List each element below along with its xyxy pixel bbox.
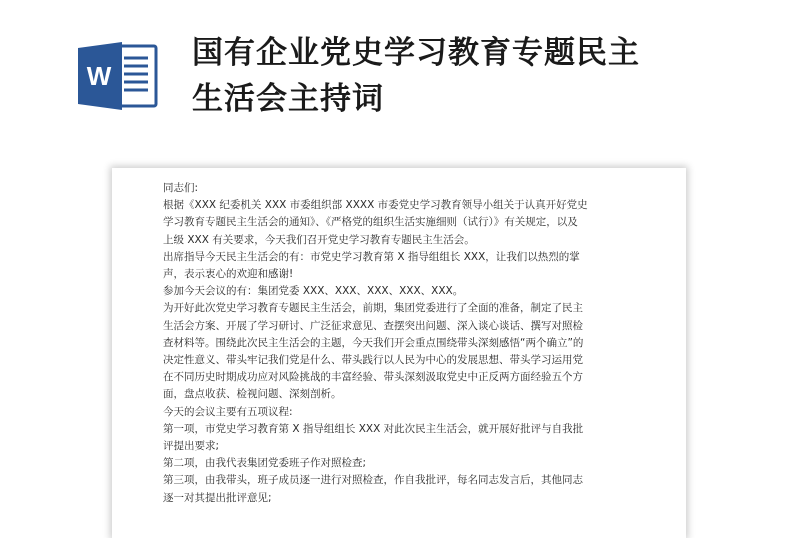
document-line: 根据《XXX 纪委机关 XXX 市委组织部 XXXX 市委党史学习教育领导小组关于认真开好党史 — [163, 199, 588, 212]
document-line: 第三项，由我带头，班子成员逐一进行对照检查，作自我批评，每名同志发言后，其他同志 — [163, 474, 583, 487]
page-title — [192, 30, 752, 122]
document-line: 查材料等。围绕此次民主生活会的主题，今天我们开会重点围绕带头深刻感悟“两个确立”的 — [163, 336, 584, 349]
word-icon-letter: W — [86, 61, 112, 91]
title-line-1: 国有企业党史学习教育专题民主 — [192, 35, 640, 71]
document-line: 评提出要求; — [163, 440, 220, 453]
document-line: 声，表示衷心的欢迎和感谢! — [163, 268, 294, 281]
header — [0, 0, 800, 150]
word-document-icon — [76, 40, 160, 112]
document-line: 第二项，由我代表集团党委班子作对照检查; — [163, 457, 367, 470]
document-line: 出席指导今天民主生活会的有：市党史学习教育第 X 指导组组长 XXX，让我们以热烈的掌 — [163, 250, 580, 263]
document-line: 上级 XXX 有关要求，今天我们召开党史学习教育专题民主生活会。 — [163, 233, 475, 246]
title-line-2: 生活会主持词 — [192, 81, 384, 117]
document-line: 生活会方案、开展了学习研讨、广泛征求意见、查摆突出问题、深入谈心谈话、撰写对照检 — [163, 319, 583, 332]
document-line: 第一项，市党史学习教育第 X 指导组组长 XXX 对此次民主生活会，就开展好批评与自我批 — [163, 422, 584, 435]
document-line: 面，盘点收获、检视问题、深刻剖析。 — [163, 388, 342, 401]
document-body — [163, 180, 653, 507]
document-line: 参加今天会议的有：集团党委 XXX、XXX、XXX、XXX、XXX。 — [163, 285, 464, 298]
document-line: 同志们: — [163, 182, 199, 194]
document-line: 为开好此次党史学习教育专题民主生活会，前期，集团党委进行了全面的准备，制定了民主 — [163, 302, 583, 315]
document-line: 在不同历史时期成功应对风险挑战的丰富经验、带头深刻汲取党史中正反两方面经验五个方 — [163, 371, 583, 384]
document-line: 决定性意义、带头牢记我们党是什么、带头践行以人民为中心的发展思想、带头学习运用党 — [163, 354, 583, 367]
document-line: 逐一对其提出批评意见; — [163, 491, 272, 504]
document-line: 学习教育专题民主生活会的通知》、《严格党的组织生活实施细则（试行）》有关规定，以及 — [163, 216, 578, 229]
document-line: 今天的会议主要有五项议程: — [163, 405, 293, 418]
